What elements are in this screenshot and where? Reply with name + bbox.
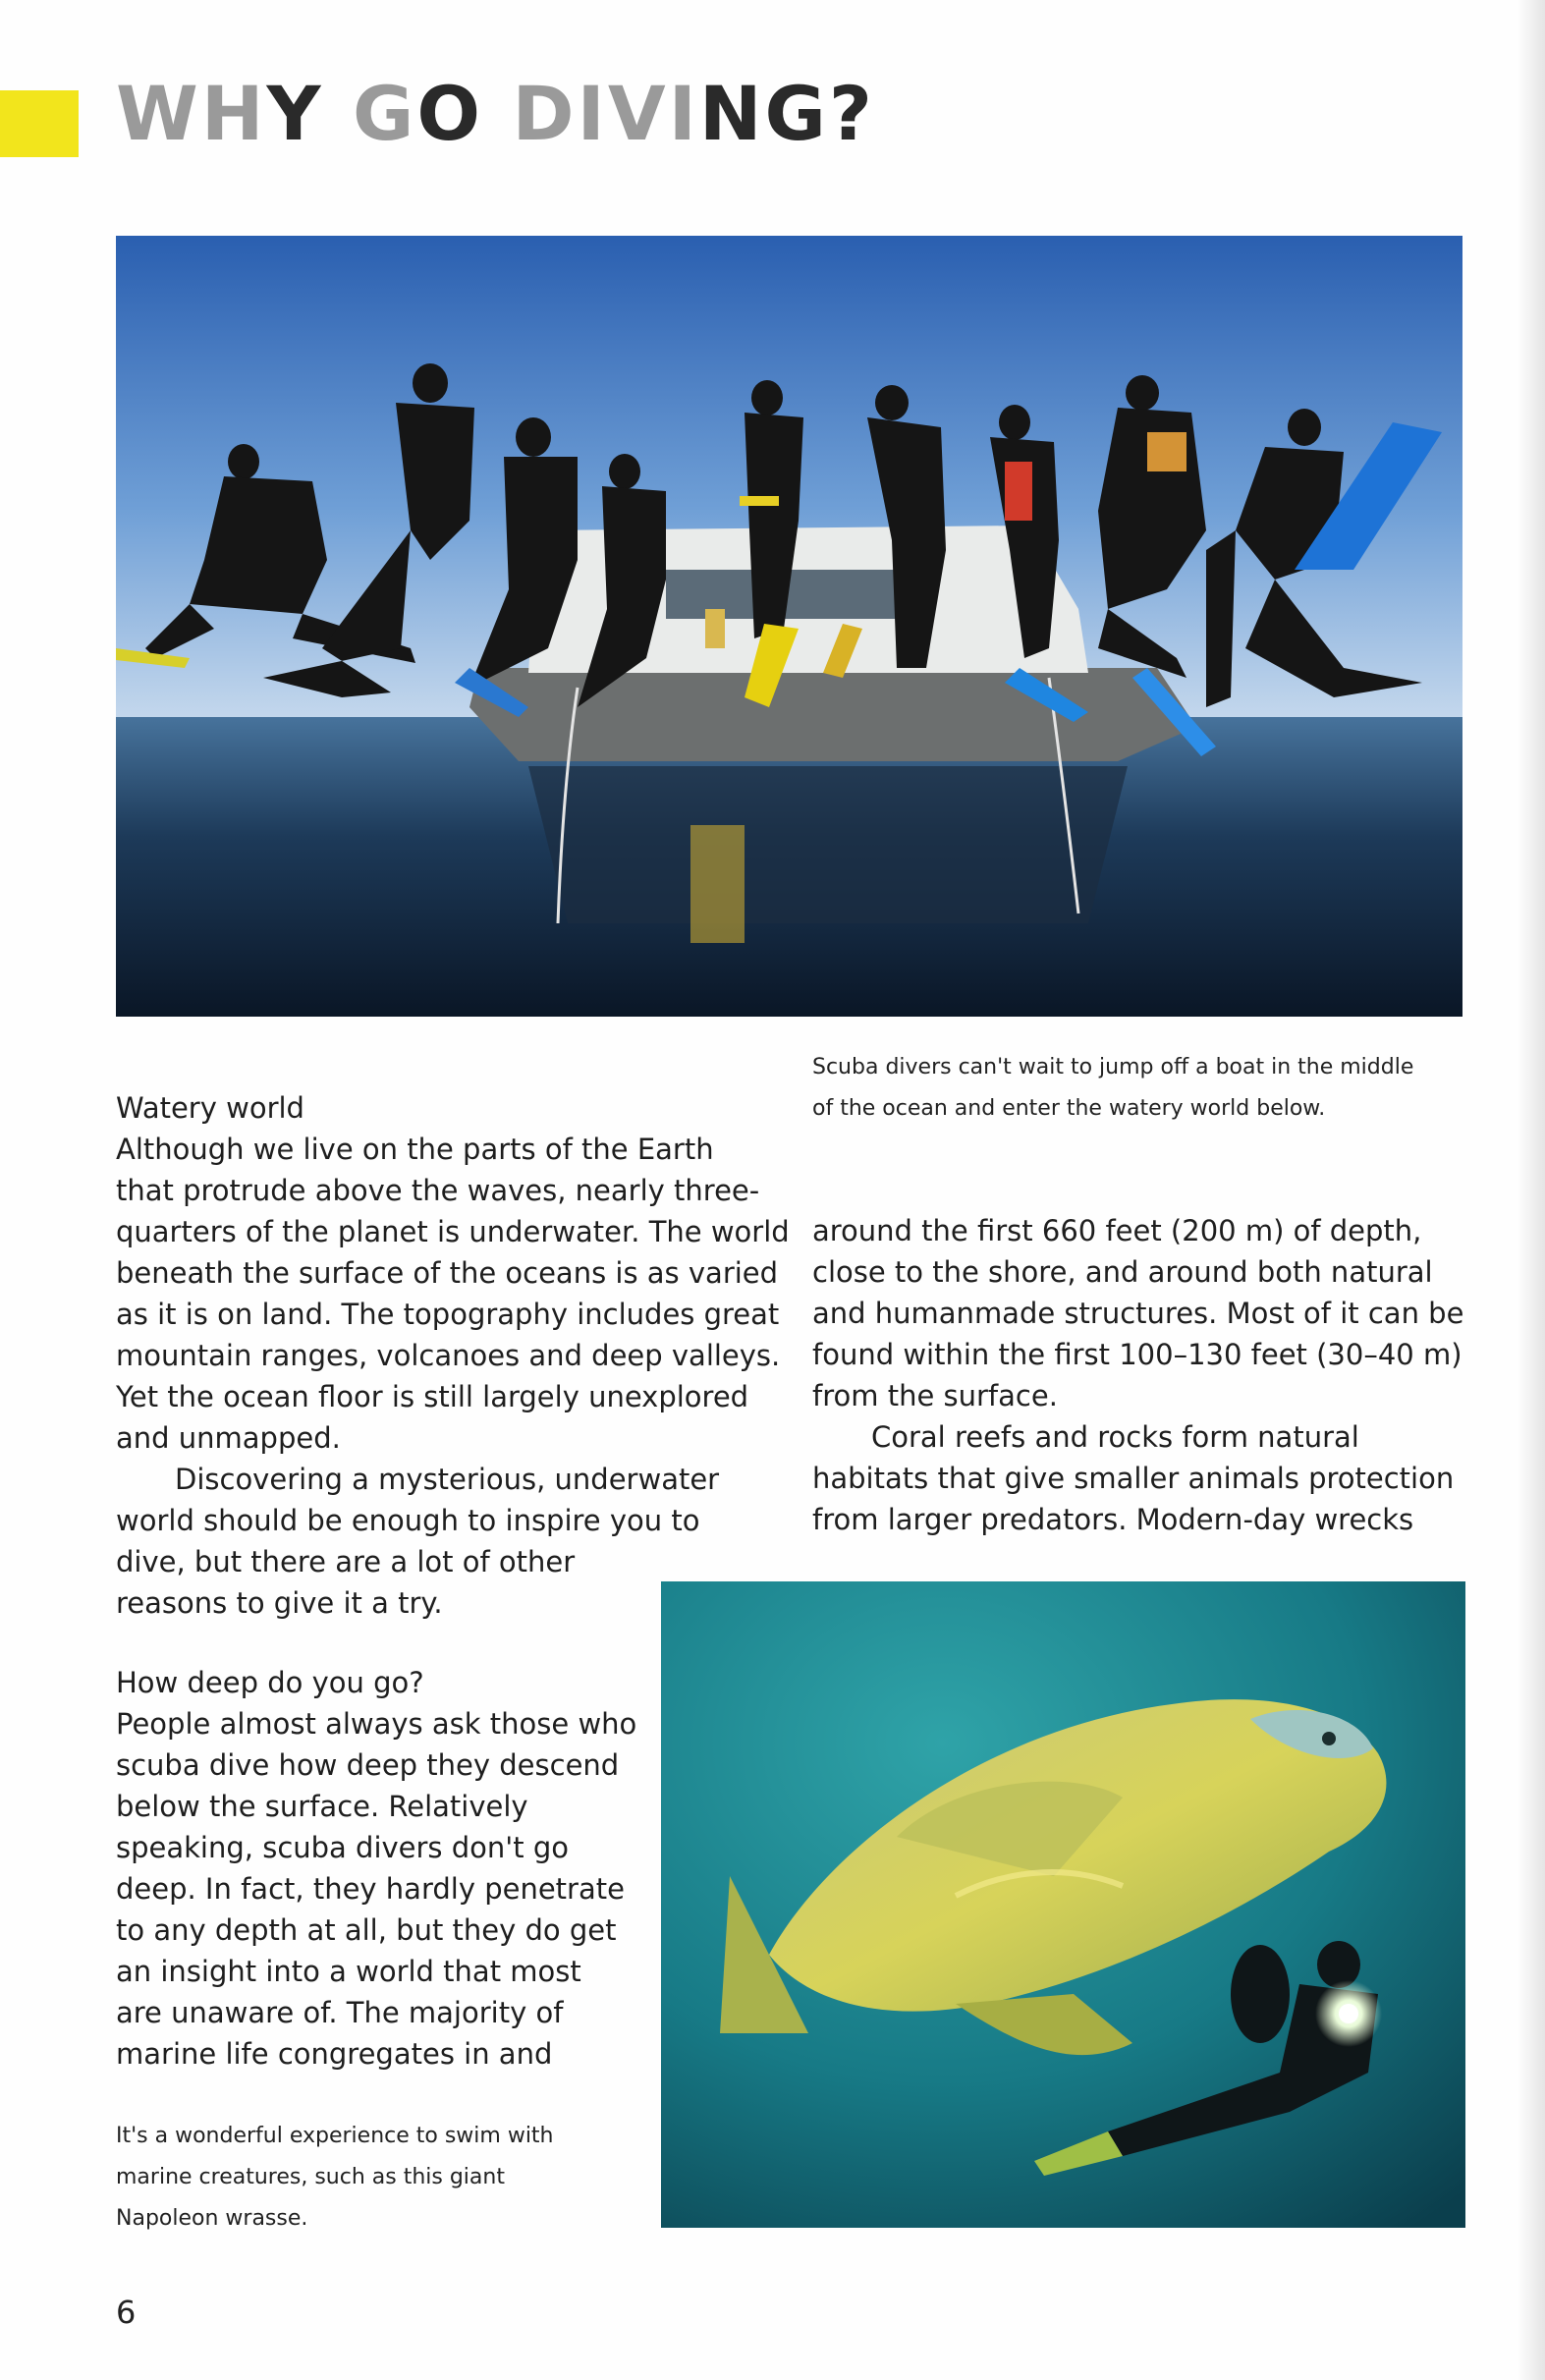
chapter-tab-marker <box>0 90 79 157</box>
page-number: 6 <box>116 2294 137 2331</box>
text-line: an insight into a world that most <box>116 1955 581 1988</box>
caption-line: Napoleon wrasse. <box>116 2206 308 2231</box>
text-line: world should be enough to inspire you to <box>116 1504 700 1537</box>
right-column-text <box>812 1210 1463 1540</box>
text-line: are unaware of. The majority of <box>116 1996 564 2029</box>
page-edge-shadow <box>1517 0 1545 2380</box>
text-line: that protrude above the waves, nearly three- <box>116 1174 760 1207</box>
text-line: to any depth at all, but they do get <box>116 1913 617 1947</box>
caption-line: It's a wonderful experience to swim with <box>116 2124 554 2148</box>
text-line: reasons to give it a try. <box>116 1586 443 1620</box>
text-line: scuba dive how deep they descend <box>116 1748 620 1782</box>
text-line: as it is on land. The topography includes great <box>116 1298 780 1331</box>
text-line: dive, but there are a lot of other <box>116 1545 576 1578</box>
text-line: close to the shore, and around both natural <box>812 1255 1433 1289</box>
text-line: mountain ranges, volcanoes and deep valleys. <box>116 1339 781 1372</box>
text-line: and unmapped. <box>116 1421 341 1455</box>
text-line: found within the first 100–130 feet (30–40 m) <box>812 1338 1462 1371</box>
text-line: below the surface. Relatively <box>116 1790 528 1823</box>
text-line: marine life congregates in and <box>116 2037 553 2071</box>
divers-jumping-photo <box>116 236 1462 1017</box>
section-heading-watery-world: Watery world <box>116 1091 304 1125</box>
text-line: and humanmade structures. Most of it can be <box>812 1297 1464 1330</box>
top-photo-caption <box>812 1047 1413 1130</box>
section-heading-how-deep: How deep do you go? <box>116 1666 424 1699</box>
napoleon-wrasse-photo <box>661 1581 1465 2228</box>
text-line: Although we live on the parts of the Earth <box>116 1133 714 1166</box>
text-line: beneath the surface of the oceans is as varied <box>116 1256 779 1290</box>
text-line: deep. In fact, they hardly penetrate <box>116 1872 625 1906</box>
caption-line: of the ocean and enter the watery world below. <box>812 1096 1326 1121</box>
text-line: speaking, scuba divers don't go <box>116 1831 569 1864</box>
text-line: habitats that give smaller animals protection <box>812 1462 1455 1495</box>
text-line: around the first 660 feet (200 m) of depth, <box>812 1214 1422 1247</box>
text-line: Discovering a mysterious, underwater <box>175 1463 720 1496</box>
caption-line: Scuba divers can't wait to jump off a boat in the middle <box>812 1055 1414 1079</box>
page-title: WHY GO DIVING? <box>116 70 876 157</box>
text-line: Coral reefs and rocks form natural <box>871 1420 1359 1454</box>
watery-world-text <box>116 1129 790 1624</box>
fish-photo-caption <box>116 2116 554 2240</box>
text-line: Yet the ocean floor is still largely unexplored <box>116 1380 749 1413</box>
how-deep-text <box>116 1703 636 2075</box>
text-line: People almost always ask those who <box>116 1707 637 1741</box>
text-line: from the surface. <box>812 1379 1058 1412</box>
caption-line: marine creatures, such as this giant <box>116 2165 505 2189</box>
text-line: from larger predators. Modern-day wrecks <box>812 1503 1414 1536</box>
text-line: quarters of the planet is underwater. The world <box>116 1215 790 1248</box>
